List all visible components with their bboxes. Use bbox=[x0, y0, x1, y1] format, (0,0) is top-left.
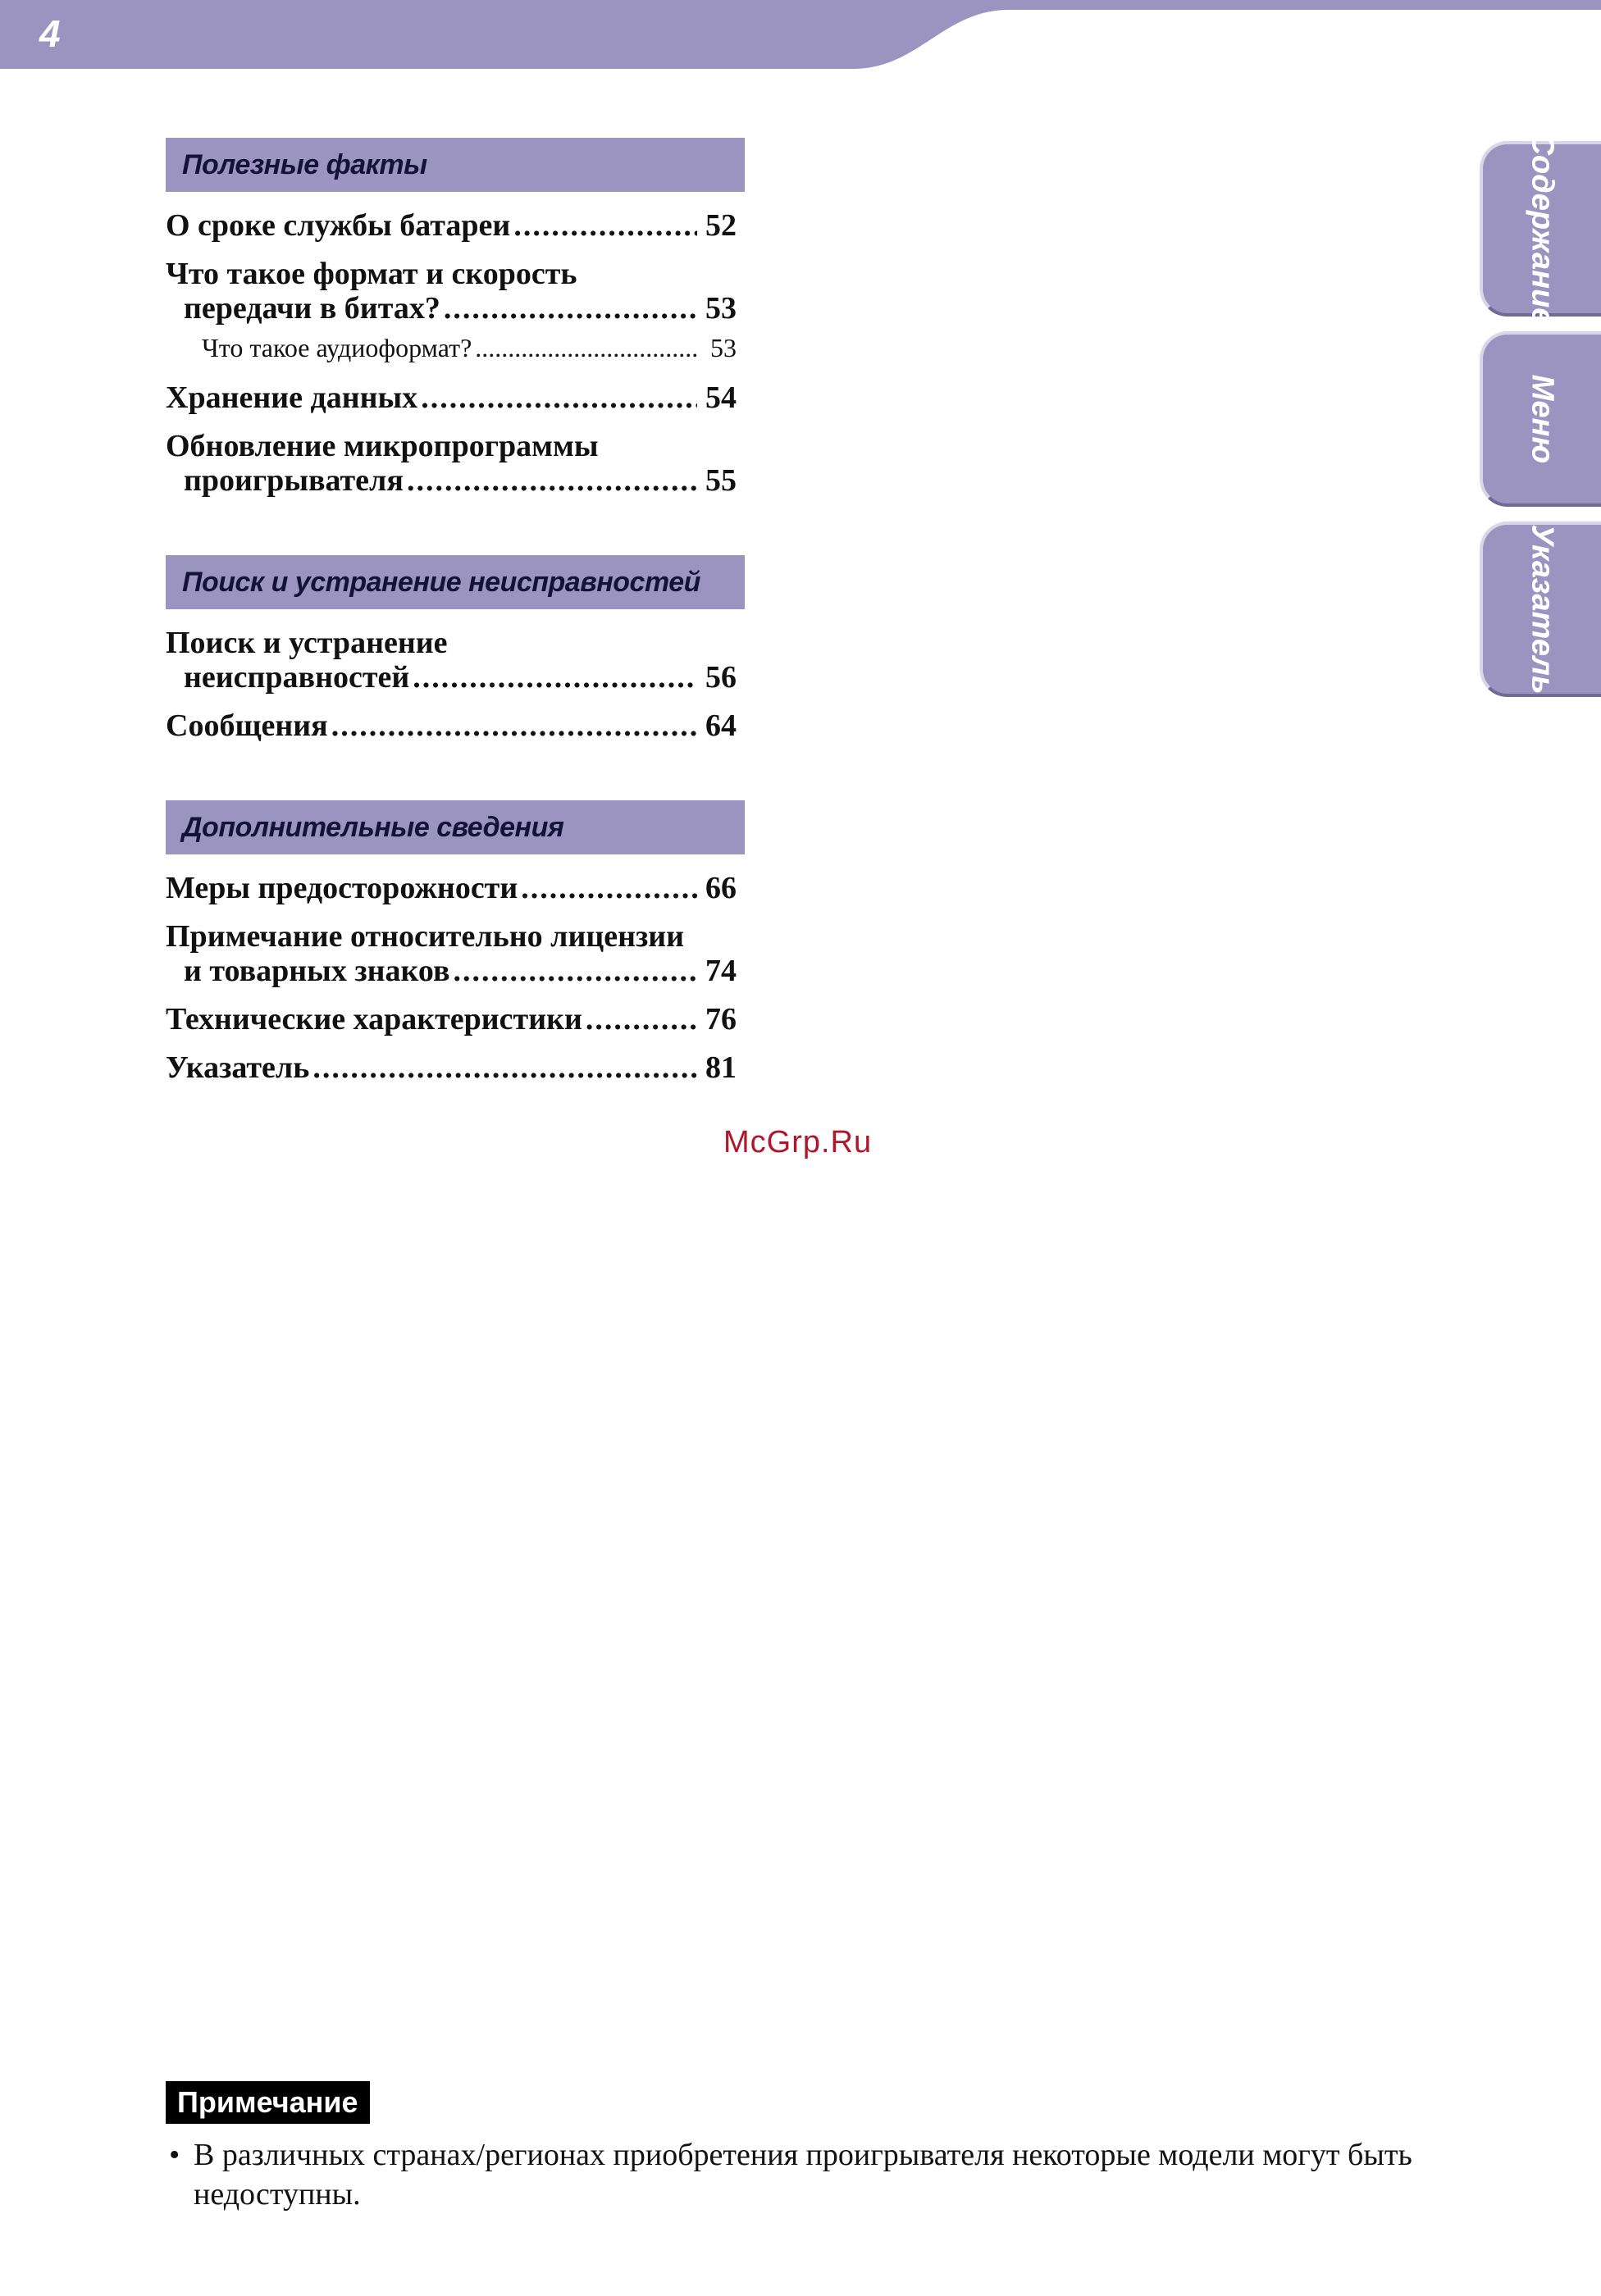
toc-entry-title: Поиск и устранение bbox=[166, 626, 448, 660]
toc-entry-battery-life[interactable] bbox=[166, 208, 745, 243]
toc-section-troubleshooting bbox=[166, 555, 745, 743]
toc-entry-title: Примечание относительно лицензии bbox=[166, 919, 685, 954]
toc-entry-title: Хранение данных bbox=[166, 380, 418, 415]
tab-index[interactable] bbox=[1480, 522, 1601, 697]
toc-subentry-title: Что такое аудиоформат? bbox=[202, 333, 472, 362]
tab-label: Содержание bbox=[1525, 132, 1560, 326]
tab-label: Меню bbox=[1525, 374, 1560, 464]
section-header: Дополнительные сведения bbox=[166, 800, 745, 854]
toc-section-useful-facts bbox=[166, 138, 745, 498]
toc-entry-precautions[interactable] bbox=[166, 871, 745, 905]
toc-entry-title: Что такое формат и скорость bbox=[166, 257, 577, 291]
section-header: Поиск и устранение неисправностей bbox=[166, 555, 745, 609]
toc-entry-data-storage[interactable] bbox=[166, 380, 745, 415]
toc-entry-page: 64 bbox=[705, 708, 737, 743]
table-of-contents bbox=[166, 138, 745, 1142]
toc-entry-title: Технические характеристики bbox=[166, 1002, 582, 1036]
note-box bbox=[166, 2081, 1445, 2214]
toc-entry-title-cont: неисправностей bbox=[184, 660, 410, 695]
watermark: McGrp.Ru bbox=[723, 1125, 873, 1159]
toc-entry-bitrate-format[interactable] bbox=[166, 257, 745, 326]
tab-menu[interactable] bbox=[1480, 331, 1601, 507]
toc-entry-index[interactable] bbox=[166, 1050, 745, 1085]
toc-subentry-audio-format[interactable] bbox=[166, 333, 745, 362]
toc-entry-page: 54 bbox=[705, 380, 737, 415]
page-number: 4 bbox=[39, 12, 61, 55]
toc-entry-messages[interactable] bbox=[166, 708, 745, 743]
tab-label: Указатель bbox=[1525, 524, 1560, 695]
note-text-content: В различных странах/регионах приобретения проигрывателя некоторые модели могут быть недоступны. bbox=[194, 2138, 1412, 2212]
toc-entry-specifications[interactable] bbox=[166, 1002, 745, 1036]
note-title: Примечание bbox=[166, 2081, 370, 2124]
toc-section-additional-info bbox=[166, 800, 745, 1085]
note-text bbox=[166, 2135, 1445, 2214]
top-header-bar bbox=[0, 0, 1601, 74]
toc-entry-title: Меры предосторожности bbox=[166, 871, 518, 905]
bullet-icon: • bbox=[169, 2138, 180, 2172]
toc-entry-page: 56 bbox=[705, 660, 737, 695]
toc-entry-firmware-update[interactable] bbox=[166, 429, 745, 498]
toc-entry-page: 81 bbox=[705, 1050, 737, 1085]
toc-entry-title-cont: проигрывателя bbox=[184, 463, 404, 498]
toc-entry-page: 55 bbox=[705, 463, 737, 498]
toc-entry-title: Указатель bbox=[166, 1050, 310, 1085]
toc-entry-page: 76 bbox=[705, 1002, 737, 1036]
toc-subentry-page: 53 bbox=[710, 333, 737, 362]
toc-entry-page: 53 bbox=[705, 291, 737, 326]
toc-entry-title-cont: передачи в битах? bbox=[184, 291, 440, 326]
toc-entry-page: 74 bbox=[705, 954, 737, 988]
section-header: Полезные факты bbox=[166, 138, 745, 192]
toc-entry-title: Сообщения bbox=[166, 708, 328, 743]
toc-entry-title: О сроке службы батареи bbox=[166, 208, 511, 243]
toc-entry-page: 66 bbox=[705, 871, 737, 905]
toc-entry-title-cont: и товарных знаков bbox=[184, 954, 450, 988]
toc-entry-page: 52 bbox=[705, 208, 737, 243]
toc-entry-license-notice[interactable] bbox=[166, 919, 745, 988]
toc-entry-troubleshooting[interactable] bbox=[166, 626, 745, 695]
tab-contents[interactable] bbox=[1480, 132, 1601, 326]
toc-entry-title: Обновление микропрограммы bbox=[166, 429, 599, 463]
